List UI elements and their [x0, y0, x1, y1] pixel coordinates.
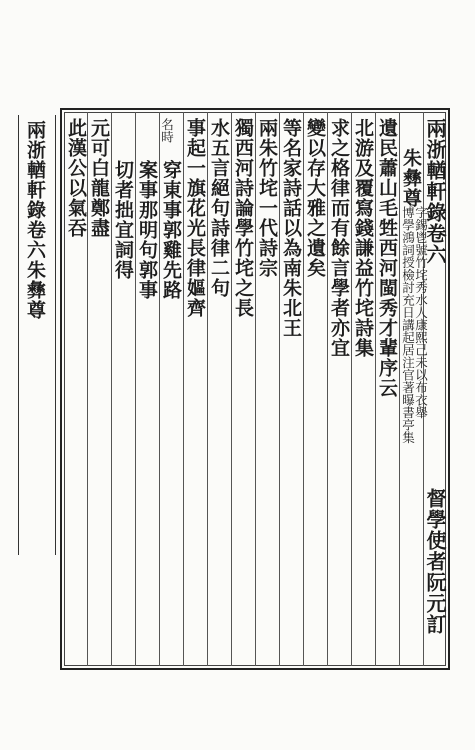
spine-title-text: 兩浙輶軒錄	[24, 120, 46, 220]
text-column: 求之格律而有餘言學者亦宜	[328, 118, 350, 358]
text-column: 切者拙宜詞得	[112, 160, 134, 280]
note-column: 此漢公以氣吞	[65, 118, 87, 238]
spine-title	[22, 120, 49, 320]
spine-volume: 卷六	[24, 220, 46, 260]
entry-name: 朱彝尊	[400, 148, 422, 208]
text-column: 變以存大雅之遺矣	[304, 118, 326, 278]
text-column: 獨西河詩論學竹垞之長	[232, 118, 254, 318]
text-column: 案事那明句郭事	[136, 160, 158, 300]
text-column: 兩朱竹垞一代詩宗	[256, 118, 278, 278]
entry-bio-line-1: 字錫鬯號竹垞秀水人康熙己未以布衣舉	[413, 206, 429, 419]
note-label: 名時	[159, 118, 175, 143]
spine-author: 朱彝尊	[24, 260, 46, 320]
book-title: 兩浙輶軒錄卷六	[423, 118, 447, 265]
text-column: 水五言絕句詩律二句	[208, 118, 230, 298]
text-column: 遺民蕭山毛甡西河閩秀才輩序云	[376, 118, 398, 398]
note-column: 元可白龍鄭盡	[88, 118, 110, 238]
text-column: 等名家詩話以為南朱北王	[280, 118, 302, 338]
entry-bio-line-2: 博學鴻詞授檢討充日講起居注官著曝書亭集	[400, 206, 416, 444]
compiler-credit: 督學使者阮元訂	[423, 488, 447, 635]
text-column: 穿東事郭雞先路	[160, 160, 182, 300]
text-column: 事起一旗花光長律嫗齊	[184, 118, 206, 318]
text-column: 北游及覆寫錢謙益竹垞詩集	[352, 118, 374, 358]
